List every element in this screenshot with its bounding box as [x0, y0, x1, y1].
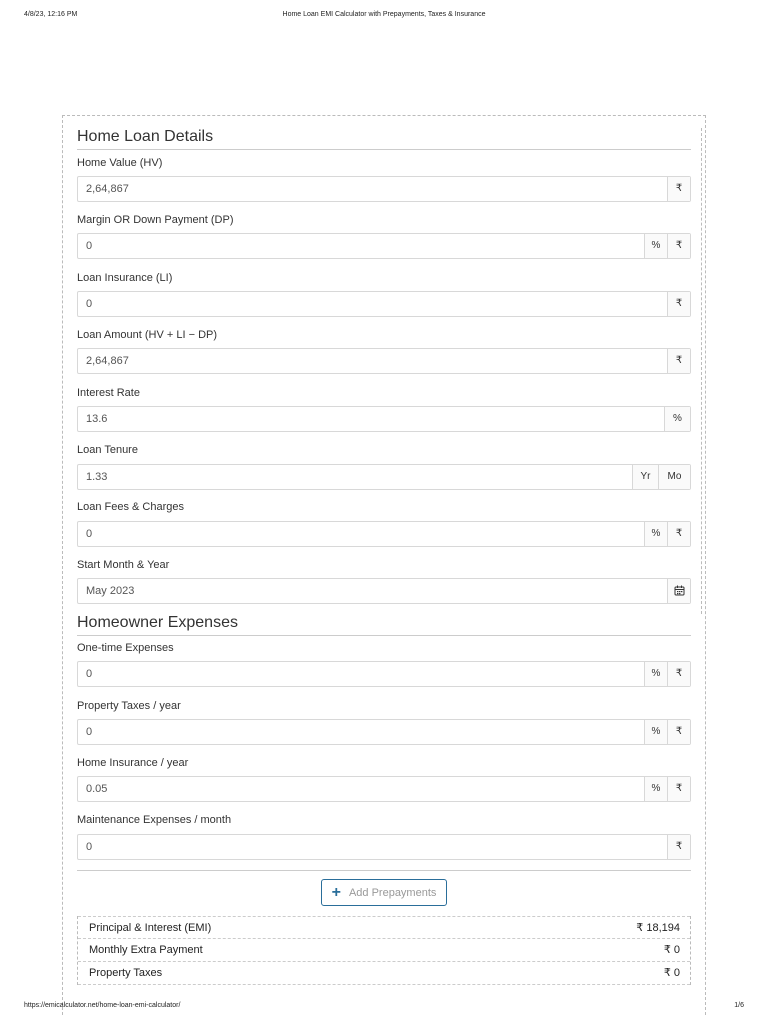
percent-addon: % — [664, 407, 690, 431]
rupee-addon: ₹ — [667, 292, 690, 316]
summary-row-amount: ₹ 18,194 — [636, 922, 680, 934]
home-insurance-field[interactable] — [77, 776, 691, 802]
one-time-expenses-label: One-time Expenses — [77, 642, 174, 654]
maintenance-label: Maintenance Expenses / month — [77, 814, 232, 826]
start-month-field[interactable] — [77, 578, 691, 604]
down-payment-rupee-toggle[interactable]: ₹ — [667, 234, 690, 258]
loan-insurance-label: Loan Insurance (LI) — [77, 272, 173, 284]
home-value-input[interactable]: 2,64,867 — [86, 183, 129, 195]
loan-insurance-field[interactable] — [77, 291, 691, 317]
loan-amount-label: Loan Amount (HV + LI − DP) — [77, 329, 218, 341]
print-date: 4/8/23, 12:16 PM — [24, 11, 78, 18]
home-insurance-input[interactable]: 0.05 — [86, 783, 108, 795]
maintenance-field[interactable] — [77, 834, 691, 860]
rupee-addon: ₹ — [667, 177, 690, 201]
loan-tenure-field[interactable] — [77, 464, 691, 490]
loan-amount-field[interactable] — [77, 348, 691, 374]
summary-row-amount: ₹ 0 — [663, 944, 680, 956]
home-value-field[interactable] — [77, 176, 691, 202]
property-taxes-field[interactable] — [77, 719, 691, 745]
summary-row-amount: ₹ 0 — [663, 967, 680, 979]
loan-insurance-input[interactable]: 0 — [86, 298, 93, 310]
summary-row-property-taxes — [78, 962, 690, 985]
calendar-icon[interactable] — [667, 579, 690, 603]
summary-row-label: Monthly Extra Payment — [89, 944, 203, 956]
loan-tenure-input[interactable]: 1.33 — [86, 471, 108, 483]
summary-row-label: Property Taxes — [89, 967, 163, 979]
loan-tenure-year-toggle[interactable]: Yr — [632, 465, 658, 489]
one-time-percent-toggle[interactable]: % — [644, 662, 667, 686]
down-payment-percent-toggle[interactable]: % — [644, 234, 667, 258]
property-taxes-percent-toggle[interactable]: % — [644, 720, 667, 744]
loan-amount-input[interactable]: 2,64,867 — [86, 355, 129, 367]
add-prepayments-label: Add Prepayments — [348, 886, 437, 899]
summary-row-extra-payment — [78, 939, 690, 962]
summary-row-label: Principal & Interest (EMI) — [89, 922, 212, 934]
down-payment-field[interactable] — [77, 233, 691, 259]
down-payment-input[interactable]: 0 — [86, 240, 93, 252]
payment-summary-table — [77, 916, 691, 985]
one-time-expenses-field[interactable] — [77, 661, 691, 687]
interest-rate-field[interactable] — [77, 406, 691, 432]
loan-fees-field[interactable] — [77, 521, 691, 547]
interest-rate-label: Interest Rate — [77, 387, 140, 399]
home-value-label: Home Value (HV) — [77, 157, 163, 169]
start-month-label: Start Month & Year — [77, 559, 170, 571]
property-taxes-label: Property Taxes / year — [77, 700, 181, 712]
loan-tenure-label: Loan Tenure — [77, 444, 138, 456]
rupee-addon: ₹ — [667, 349, 690, 373]
interest-rate-input[interactable]: 13.6 — [86, 413, 108, 425]
plus-icon: + — [331, 883, 341, 901]
maintenance-input[interactable]: 0 — [86, 841, 93, 853]
loan-fees-input[interactable]: 0 — [86, 528, 93, 540]
rupee-addon: ₹ — [667, 835, 690, 859]
print-url: https://emicalculator.net/home-loan-emi-calculator/ — [24, 1002, 181, 1009]
add-prepayments-button[interactable] — [321, 879, 447, 906]
down-payment-label: Margin OR Down Payment (DP) — [77, 214, 234, 226]
loan-fees-label: Loan Fees & Charges — [77, 501, 185, 513]
calculator-inner-rule — [701, 128, 702, 614]
print-footer — [0, 1002, 768, 1014]
home-loan-details-heading: Home Loan Details — [77, 128, 691, 150]
print-page-number: 1/6 — [734, 1002, 744, 1009]
start-month-input[interactable]: May 2023 — [86, 585, 135, 597]
loan-fees-percent-toggle[interactable]: % — [644, 522, 667, 546]
summary-row-emi — [78, 916, 690, 939]
home-insurance-rupee-toggle[interactable]: ₹ — [667, 777, 690, 801]
property-taxes-rupee-toggle[interactable]: ₹ — [667, 720, 690, 744]
property-taxes-input[interactable]: 0 — [86, 726, 93, 738]
home-insurance-label: Home Insurance / year — [77, 757, 189, 769]
loan-fees-rupee-toggle[interactable]: ₹ — [667, 522, 690, 546]
print-page-title: Home Loan EMI Calculator with Prepayments, Taxes & Insurance — [282, 11, 486, 18]
one-time-expenses-input[interactable]: 0 — [86, 668, 93, 680]
print-header — [0, 11, 768, 23]
section-divider — [77, 870, 691, 871]
loan-tenure-month-toggle[interactable]: Mo — [658, 465, 690, 489]
home-insurance-percent-toggle[interactable]: % — [644, 777, 667, 801]
homeowner-expenses-heading: Homeowner Expenses — [77, 614, 691, 636]
one-time-rupee-toggle[interactable]: ₹ — [667, 662, 690, 686]
